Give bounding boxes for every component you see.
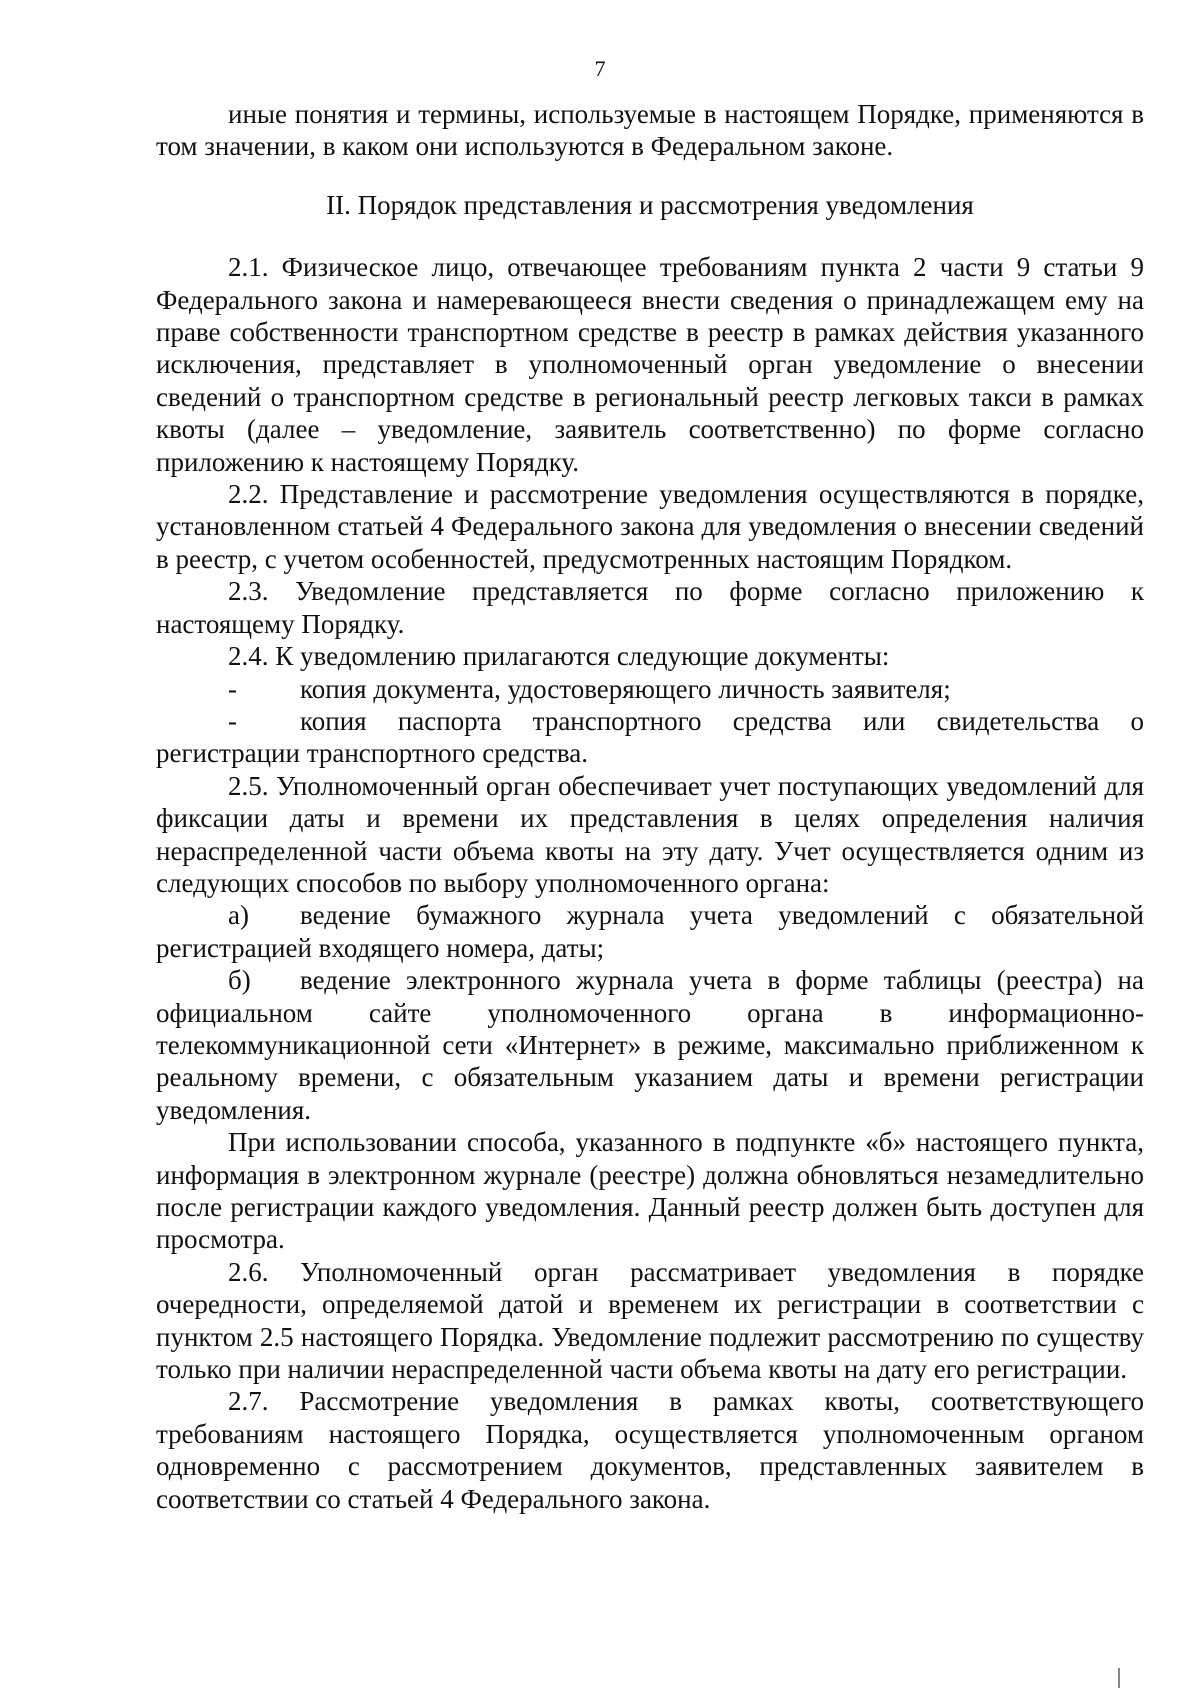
list-item-text: копия паспорта транспортного средства или свидетельства о регистрации транспортного средства.: [156, 705, 1144, 769]
page-number: 7: [594, 56, 606, 81]
document-body: [156, 98, 1144, 1515]
intro-paragraph: иные понятия и термины, используемые в настоящем Порядке, применяются в том значении, в каком они используются в Федеральном законе.: [156, 99, 1144, 162]
paragraph-2-3: 2.3. Уведомление представляется по форме согласно приложению к настоящему Порядку.: [156, 576, 1144, 639]
list-marker: -: [228, 673, 237, 704]
list-item-text: копия документа, удостоверяющего личность заявителя;: [300, 673, 951, 704]
paragraph-2-5-note: При использовании способа, указанного в подпункте «б» настоящего пункта, информация в электронном журнале (реестре) должна обновляться незамедлительно после регистрации каждого уведомления. Данный реестр должен быть доступен для просмотра.: [156, 1127, 1144, 1255]
list-item-text: ведение электронного журнала учета в форме таблицы (реестра) на официальном сайте уполномоченного органа в информационно-телекоммуникационной сети «Интернет» в режиме, максимально приближенном к реальному времени, с обязательным указанием даты и времени регистрации уведомления.: [156, 965, 1144, 1125]
section-heading: II. Порядок представления и рассмотрения уведомления: [326, 189, 974, 220]
list-item: [156, 899, 1144, 964]
paragraph-2-2: 2.2. Представление и рассмотрение уведомления осуществляются в порядке, установленном статьей 4 Федерального закона для уведомления о внесении сведений в реестр, с учетом особенностей, предусмотренных настоящим Порядком.: [156, 479, 1144, 574]
paragraph-2-5: 2.5. Уполномоченный орган обеспечивает учет поступающих уведомлений для фиксации даты и времени их представления в целях определения наличия нераспределенной части объема квоты на эту дату. Учет осуществляется одним из следующих способов по выбору уполномоченного органа:: [156, 770, 1144, 898]
list-marker: -: [228, 705, 237, 736]
list-marker: а): [228, 900, 249, 931]
paragraph-2-4: 2.4. К уведомлению прилагаются следующие документы:: [228, 641, 890, 672]
list-item-text: ведение бумажного журнала учета уведомлений с обязательной регистрацией входящего номера, даты;: [156, 900, 1144, 963]
paragraph-2-7: 2.7. Рассмотрение уведомления в рамках квоты, соответствующего требованиям настоящего Порядка, осуществляется уполномоченным органом одновременно с рассмотрением документов, представленных заявителем в соответствии со статьей 4 Федерального закона.: [156, 1386, 1144, 1514]
list-item: [156, 964, 1144, 1126]
paragraph-2-6: 2.6. Уполномоченный орган рассматривает уведомления в порядке очередности, определяемой датой и временем их регистрации в соответствии с пунктом 2.5 настоящего Порядка. Уведомление подлежит рассмотрению по существу только при наличии нераспределенной части объема квоты на дату его регистрации.: [156, 1256, 1144, 1385]
scan-artifact: [1118, 1668, 1120, 1688]
list-marker: б): [228, 965, 251, 996]
list-item: [156, 673, 1144, 705]
paragraph-2-1: 2.1. Физическое лицо, отвечающее требованиям пункта 2 части 9 статьи 9 Федерального закона и намеревающееся внести сведения о принадлежащем ему на праве собственности транспортном средстве в реестр в рамках действия указанного исключения, представляет в уполномоченный орган уведомление о внесении сведений о транспортном средстве в региональный реестр легковых такси в рамках квоты (далее – уведомление, заявитель соответственно) по форме согласно приложению к настоящему Порядку.: [156, 252, 1144, 477]
list-item: [156, 705, 1144, 770]
